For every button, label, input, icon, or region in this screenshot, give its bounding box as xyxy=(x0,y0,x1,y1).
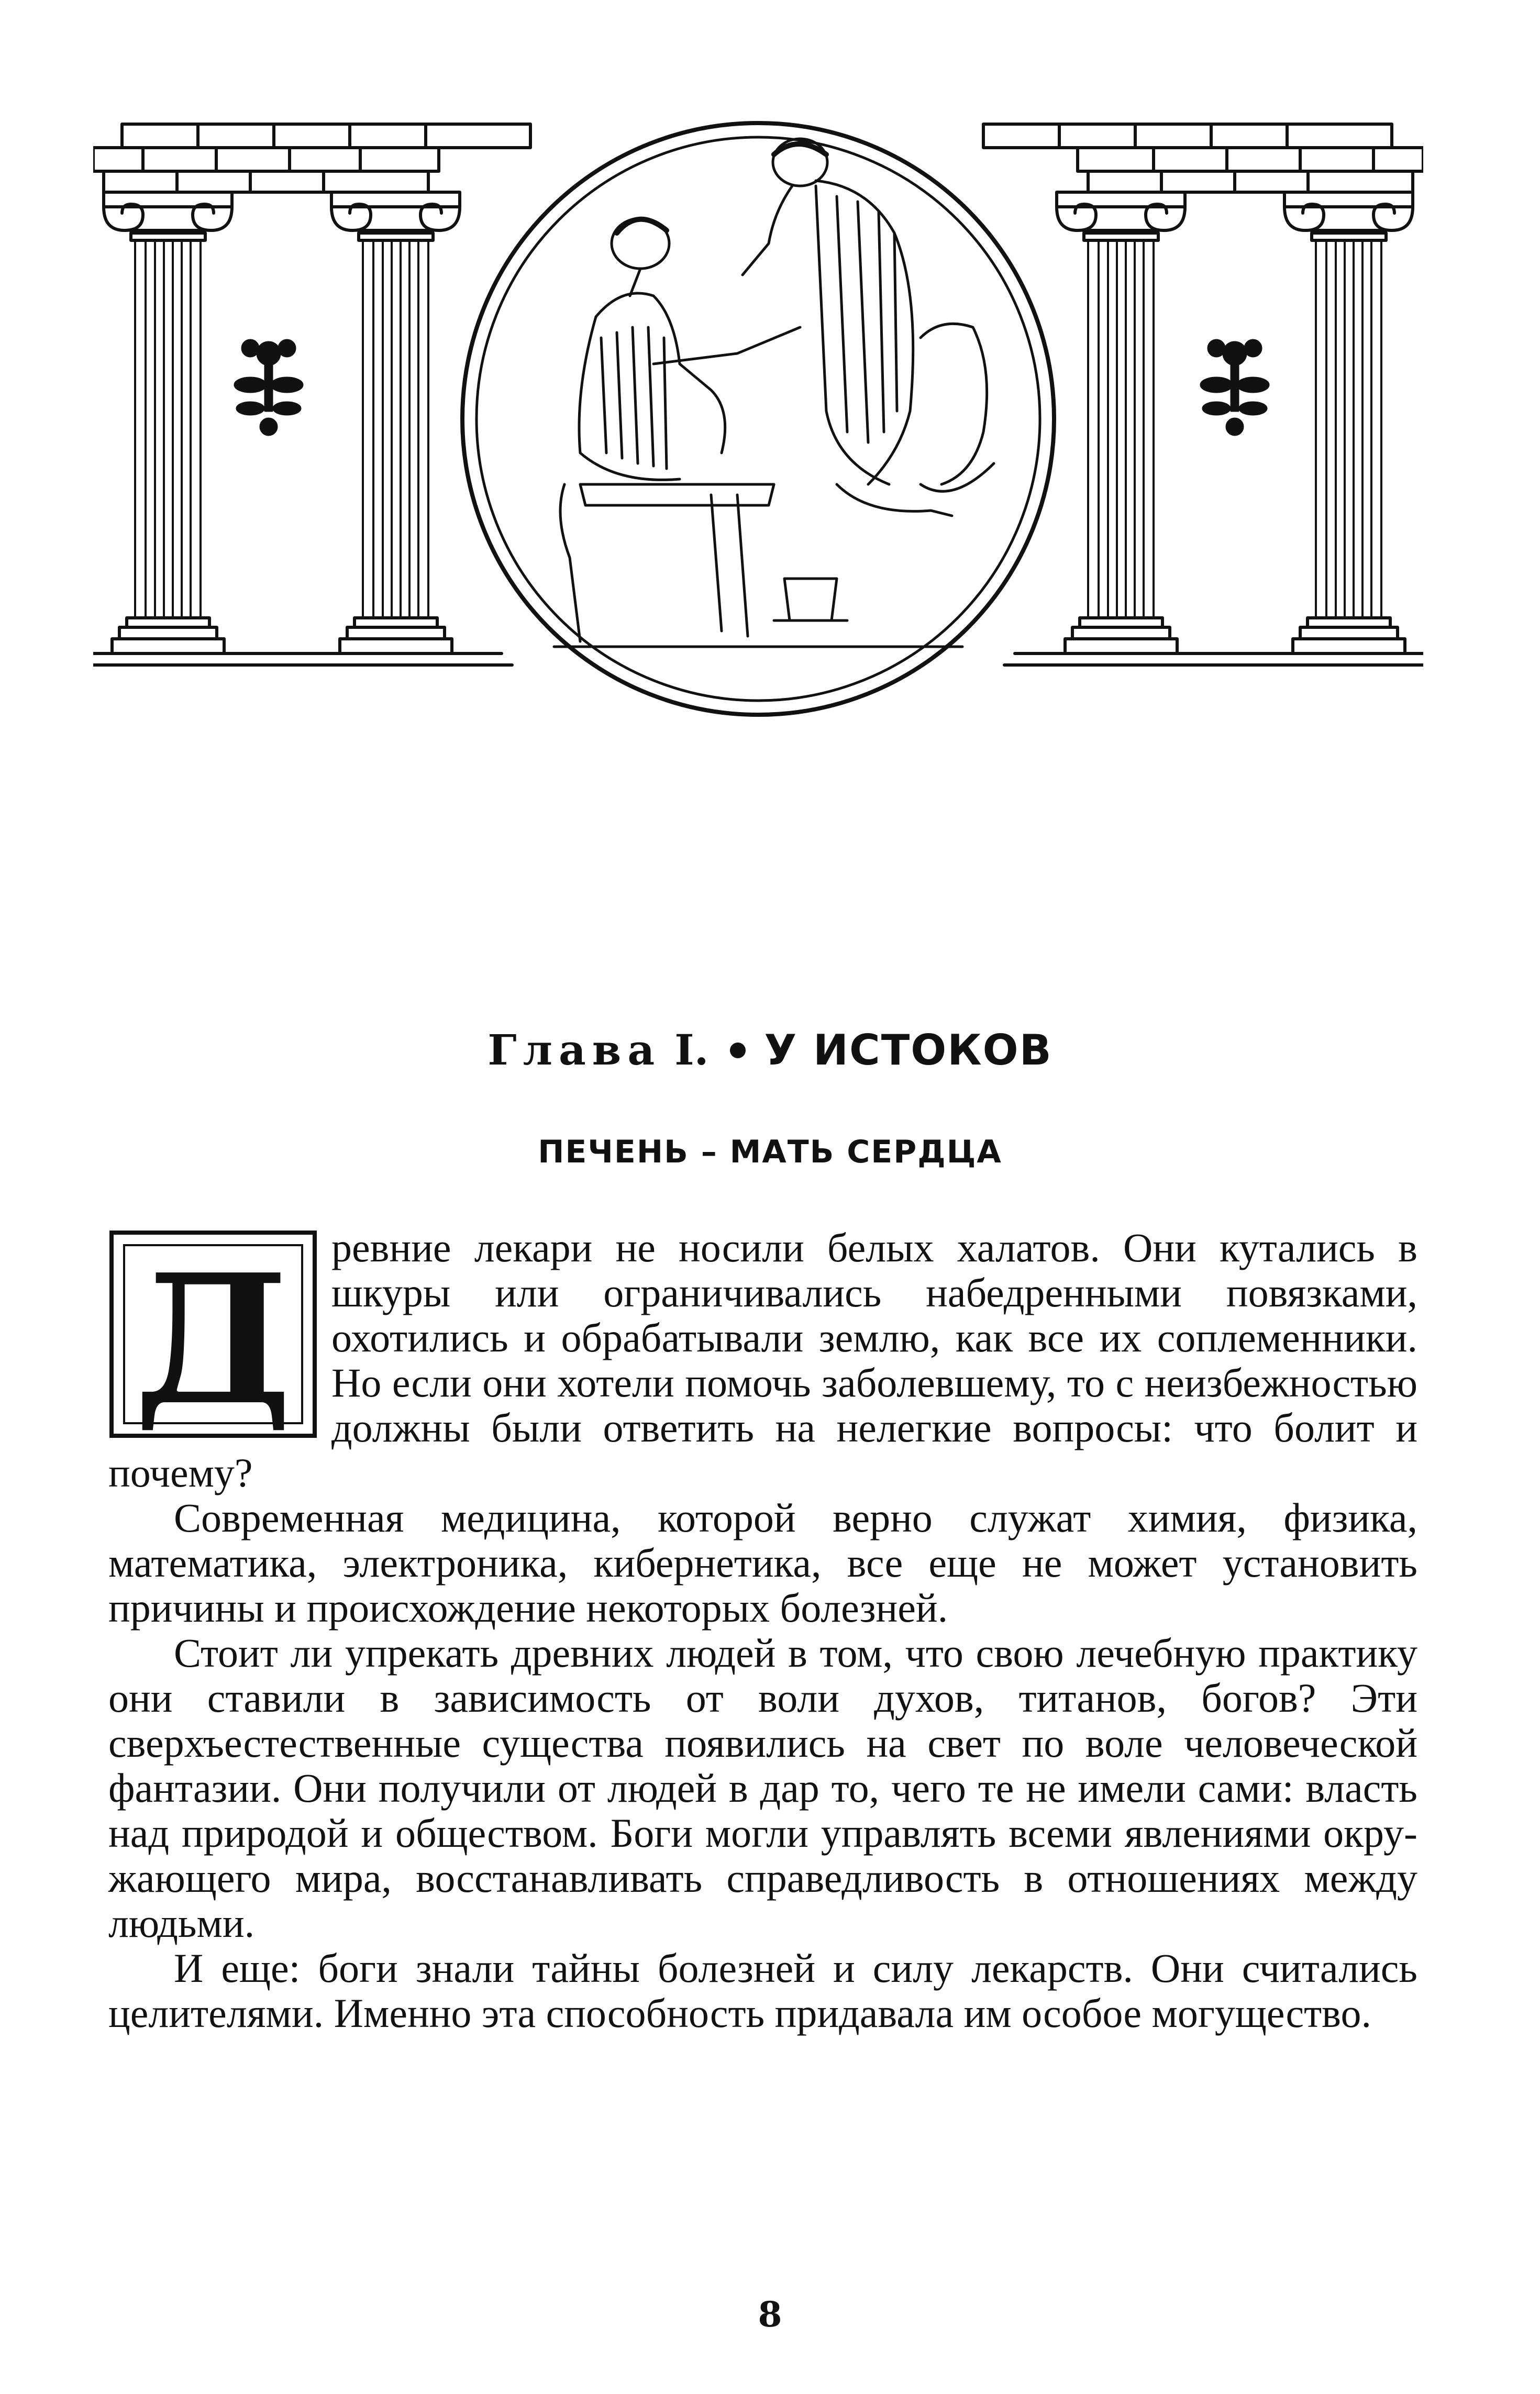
drop-cap xyxy=(108,1229,318,1439)
ionic-column xyxy=(1284,192,1413,653)
foot-basin xyxy=(774,579,847,620)
drop-cap-letter: Д xyxy=(134,1236,293,1439)
paragraph: Современная медицина, которой верно служат химия, физика, математика, электроника, кибернетика, все еще не может установить причины и происхождение некоторых болезней. xyxy=(108,1495,1417,1631)
standing-patient-figure xyxy=(743,139,952,516)
paragraph: ревние лекари не носили белых халатов. Они кутались в шкуры или ограничивались набедренными повязками, охотились и обрабатывали землю, как все их соплеменники. Но если они хотели помочь заболевшему, то с неизбежностью должны были ответить на нелегкие вопросы: что болит и почему? xyxy=(108,1225,1417,1495)
palmette-ornament xyxy=(1201,340,1269,435)
page-number: 8 xyxy=(758,2294,782,2335)
columns-medallion-illustration xyxy=(93,118,1423,720)
paragraph: И еще: боги знали тайны болезней и силу лекарств. Они считались целителями. Именно эта способность придавала им особое могущество. xyxy=(108,1945,1417,2036)
seated-healer-figure xyxy=(560,218,800,641)
paragraph: Стоит ли упрекать древних людей в том, что свою лечебную практику они ставили в зависимость от воли духов, титанов, богов? Эти сверхъестественные существа появились на свет по воле человеческой фантазии. Они получили от людей в дар то, чего те не имели сами: власть над природой и обществом. Боги могли управлять всеми явлениями окружающего мира, восстанавливать справедливость в отношениях между людьми. xyxy=(108,1630,1417,1946)
chapter-number: I. xyxy=(674,1025,709,1074)
section-heading: ПЕЧЕНЬ – МАТЬ СЕРДЦА xyxy=(538,1134,1002,1170)
medallion xyxy=(462,123,1054,715)
bullet-icon xyxy=(730,1043,746,1058)
drop-cap-initial xyxy=(108,1229,318,1439)
header-illustration xyxy=(93,118,1423,720)
ionic-column xyxy=(331,192,460,653)
ionic-column xyxy=(104,192,232,653)
body-text xyxy=(108,1225,1417,2036)
chapter-label: Глава xyxy=(488,1025,661,1074)
ionic-column xyxy=(1057,192,1185,653)
amphora xyxy=(921,324,994,491)
palmette-ornament xyxy=(235,340,303,435)
chapter-title: У ИСТОКОВ xyxy=(764,1026,1052,1074)
chapter-heading xyxy=(0,1021,1540,1079)
right-colonnade xyxy=(983,124,1423,665)
